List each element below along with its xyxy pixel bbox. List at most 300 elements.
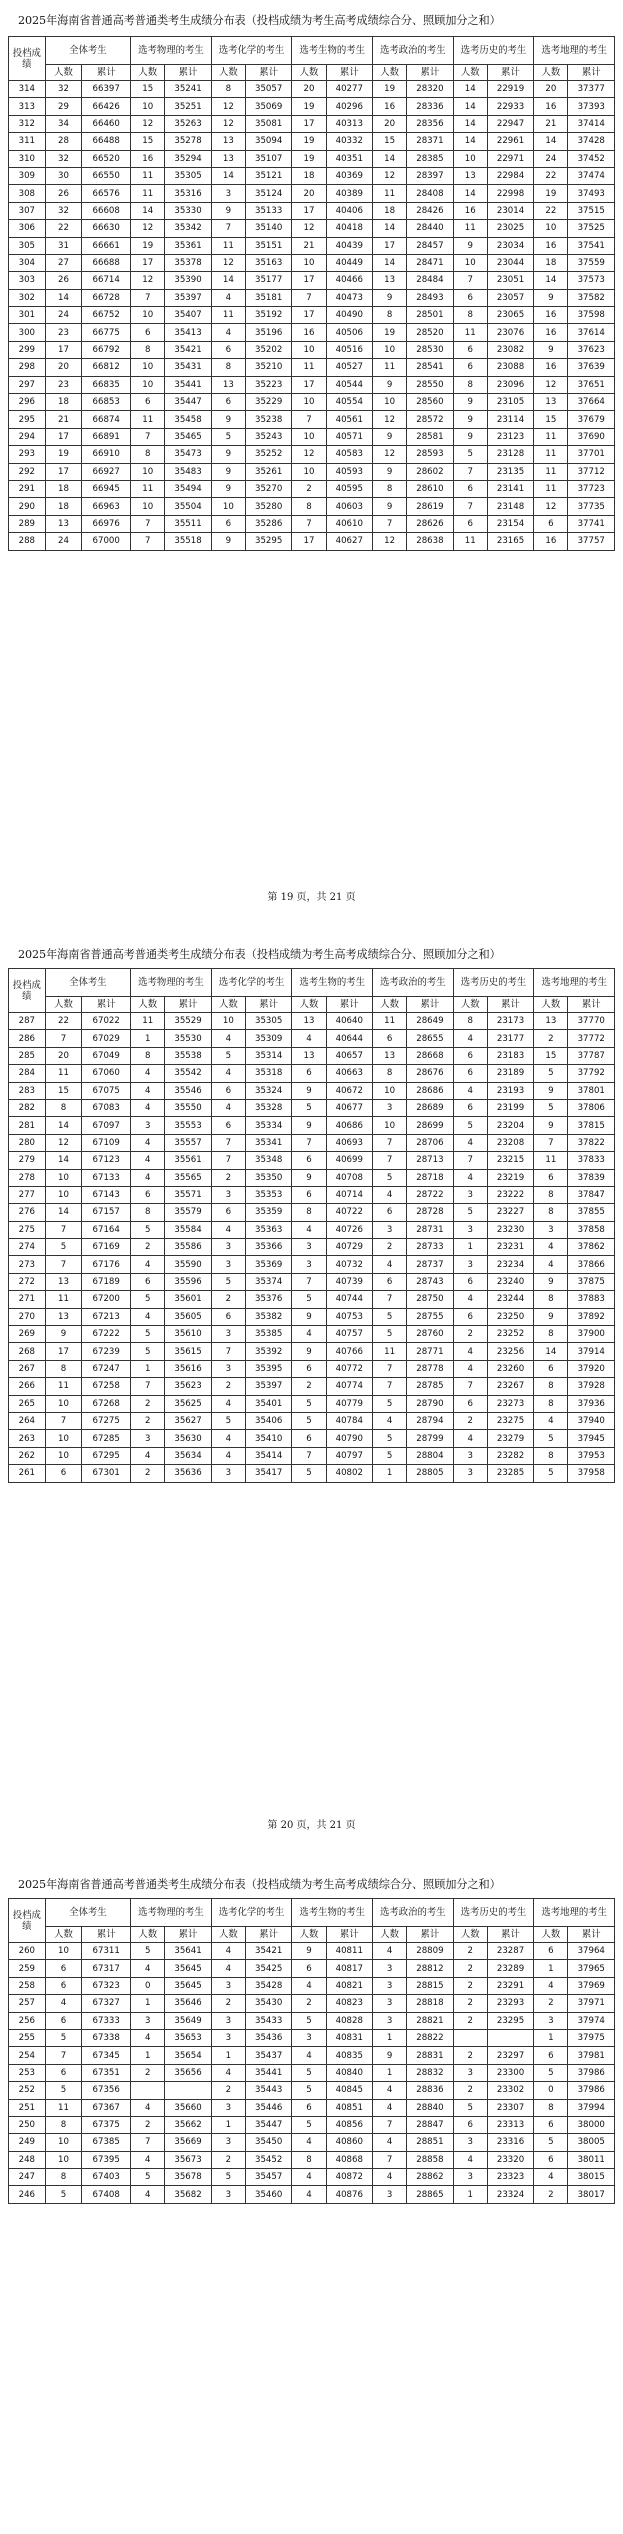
value-cell: 40296 xyxy=(326,98,372,115)
value-cell: 18 xyxy=(45,480,82,497)
value-cell: 4 xyxy=(534,1412,568,1429)
value-cell: 28815 xyxy=(407,1977,453,1994)
value-cell: 5 xyxy=(453,1204,487,1221)
value-cell: 4 xyxy=(131,2099,165,2116)
value-cell: 40389 xyxy=(326,185,372,202)
score-cell: 306 xyxy=(9,220,46,237)
value-cell: 28851 xyxy=(407,2134,453,2151)
value-cell: 5 xyxy=(373,1395,407,1412)
score-cell: 256 xyxy=(9,2012,46,2029)
value-cell: 5 xyxy=(373,1169,407,1186)
value-cell: 26 xyxy=(45,272,82,289)
value-cell: 10 xyxy=(45,1169,82,1186)
value-cell: 11 xyxy=(534,446,568,463)
value-cell: 20 xyxy=(373,115,407,132)
header-cumulative: 累计 xyxy=(487,65,533,81)
value-cell: 23295 xyxy=(487,2012,533,2029)
value-cell: 3 xyxy=(453,1465,487,1482)
value-cell: 35361 xyxy=(165,237,211,254)
value-cell: 10 xyxy=(453,150,487,167)
value-cell: 35278 xyxy=(165,133,211,150)
value-cell: 35636 xyxy=(165,1465,211,1482)
value-cell: 6 xyxy=(45,2012,82,2029)
table-row xyxy=(9,1256,615,1273)
value-cell: 38005 xyxy=(568,2134,615,2151)
score-cell: 300 xyxy=(9,324,46,341)
value-cell: 35181 xyxy=(245,289,291,306)
value-cell: 7 xyxy=(45,1256,82,1273)
value-cell: 3 xyxy=(211,1186,245,1203)
value-cell: 7 xyxy=(131,428,165,445)
value-cell: 11 xyxy=(131,480,165,497)
value-cell: 4 xyxy=(534,1239,568,1256)
value-cell: 14 xyxy=(453,133,487,150)
value-cell: 35177 xyxy=(245,272,291,289)
header-history: 选考历史的考生 xyxy=(453,969,534,997)
header-politics: 选考政治的考生 xyxy=(373,37,454,65)
value-cell: 9 xyxy=(373,376,407,393)
value-cell: 17 xyxy=(45,1343,82,1360)
value-cell: 10 xyxy=(292,394,326,411)
value-cell: 11 xyxy=(45,1378,82,1395)
value-cell: 14 xyxy=(453,81,487,98)
value-cell: 5 xyxy=(534,2064,568,2081)
table-row xyxy=(9,428,615,445)
value-cell: 2 xyxy=(292,480,326,497)
score-cell: 303 xyxy=(9,272,46,289)
value-cell: 37770 xyxy=(568,1013,615,1030)
header-physics: 选考物理的考生 xyxy=(131,37,212,65)
value-cell: 14 xyxy=(373,254,407,271)
value-cell: 32 xyxy=(45,150,82,167)
value-cell: 23141 xyxy=(487,480,533,497)
value-cell: 18 xyxy=(534,254,568,271)
value-cell: 28831 xyxy=(407,2047,453,2064)
value-cell: 2 xyxy=(534,2186,568,2203)
header-biology: 选考生物的考生 xyxy=(292,37,373,65)
value-cell: 35601 xyxy=(165,1291,211,1308)
value-cell: 37679 xyxy=(568,411,615,428)
value-cell: 9 xyxy=(534,1273,568,1290)
value-cell: 35436 xyxy=(245,2029,291,2046)
value-cell: 5 xyxy=(131,1343,165,1360)
value-cell: 3 xyxy=(534,1221,568,1238)
value-cell: 40790 xyxy=(326,1430,372,1447)
value-cell: 35263 xyxy=(165,115,211,132)
value-cell: 5 xyxy=(292,1395,326,1412)
value-cell: 8 xyxy=(45,2169,82,2186)
value-cell: 7 xyxy=(373,1378,407,1395)
value-cell: 7 xyxy=(292,1273,326,1290)
value-cell: 1 xyxy=(453,1239,487,1256)
score-cell: 305 xyxy=(9,237,46,254)
value-cell: 7 xyxy=(373,1291,407,1308)
value-cell: 7 xyxy=(211,1134,245,1151)
value-cell: 40739 xyxy=(326,1273,372,1290)
value-cell: 37964 xyxy=(568,1943,615,1960)
value-cell: 12 xyxy=(45,1134,82,1151)
value-cell: 66853 xyxy=(82,394,131,411)
value-cell: 28809 xyxy=(407,1943,453,1960)
value-cell: 37953 xyxy=(568,1447,615,1464)
value-cell: 9 xyxy=(292,1169,326,1186)
value-cell: 2 xyxy=(453,1943,487,1960)
value-cell: 37664 xyxy=(568,394,615,411)
value-cell: 4 xyxy=(453,1430,487,1447)
value-cell: 28638 xyxy=(407,533,453,550)
value-cell: 14 xyxy=(45,1117,82,1134)
header-count: 人数 xyxy=(131,1927,165,1943)
value-cell: 9 xyxy=(453,411,487,428)
value-cell: 5 xyxy=(211,428,245,445)
value-cell: 67268 xyxy=(82,1395,131,1412)
header-count: 人数 xyxy=(292,65,326,81)
value-cell: 35270 xyxy=(245,480,291,497)
value-cell: 10 xyxy=(45,1943,82,1960)
value-cell: 35318 xyxy=(245,1065,291,1082)
table-row xyxy=(9,446,615,463)
value-cell: 15 xyxy=(45,1082,82,1099)
value-cell: 35425 xyxy=(245,1960,291,1977)
value-cell: 35413 xyxy=(165,324,211,341)
value-cell: 3 xyxy=(453,1447,487,1464)
value-cell: 35605 xyxy=(165,1308,211,1325)
score-cell: 309 xyxy=(9,167,46,184)
value-cell: 12 xyxy=(373,533,407,550)
value-cell: 35682 xyxy=(165,2186,211,2203)
value-cell: 28858 xyxy=(407,2151,453,2168)
value-cell: 35163 xyxy=(245,254,291,271)
header-cumulative: 累计 xyxy=(165,997,211,1013)
value-cell: 1 xyxy=(373,2029,407,2046)
value-cell: 6 xyxy=(373,1204,407,1221)
value-cell: 4 xyxy=(211,1099,245,1116)
value-cell: 38017 xyxy=(568,2186,615,2203)
value-cell: 7 xyxy=(373,2151,407,2168)
table-row xyxy=(9,2134,615,2151)
value-cell: 6 xyxy=(292,1960,326,1977)
value-cell: 35353 xyxy=(245,1186,291,1203)
value-cell: 37986 xyxy=(568,2082,615,2099)
value-cell: 12 xyxy=(211,98,245,115)
value-cell: 40672 xyxy=(326,1082,372,1099)
value-cell: 67385 xyxy=(82,2134,131,2151)
value-cell: 7 xyxy=(534,1134,568,1151)
value-cell: 4 xyxy=(373,2169,407,2186)
value-cell: 35363 xyxy=(245,1221,291,1238)
value-cell: 66550 xyxy=(82,167,131,184)
value-cell: 38015 xyxy=(568,2169,615,2186)
value-cell: 17 xyxy=(373,237,407,254)
header-cumulative: 累计 xyxy=(245,65,291,81)
value-cell: 35542 xyxy=(165,1065,211,1082)
value-cell: 40603 xyxy=(326,498,372,515)
table-row xyxy=(9,1291,615,1308)
value-cell: 19 xyxy=(292,133,326,150)
value-cell: 28484 xyxy=(407,272,453,289)
value-cell: 4 xyxy=(453,1169,487,1186)
value-cell: 28865 xyxy=(407,2186,453,2203)
value-cell: 23051 xyxy=(487,272,533,289)
value-cell: 30 xyxy=(45,167,82,184)
value-cell: 7 xyxy=(453,1378,487,1395)
value-cell: 35382 xyxy=(245,1308,291,1325)
header-biology: 选考生物的考生 xyxy=(292,969,373,997)
value-cell: 4 xyxy=(131,1308,165,1325)
header-cumulative: 累计 xyxy=(568,997,615,1013)
value-cell: 7 xyxy=(292,1447,326,1464)
value-cell: 2 xyxy=(292,1378,326,1395)
value-cell: 7 xyxy=(131,1378,165,1395)
value-cell: 28790 xyxy=(407,1395,453,1412)
header-count: 人数 xyxy=(211,1927,245,1943)
value-cell: 6 xyxy=(292,1360,326,1377)
value-cell: 12 xyxy=(131,220,165,237)
value-cell: 2 xyxy=(373,1239,407,1256)
value-cell: 40640 xyxy=(326,1013,372,1030)
value-cell: 9 xyxy=(453,394,487,411)
value-cell: 12 xyxy=(373,446,407,463)
value-cell: 40686 xyxy=(326,1117,372,1134)
score-cell: 273 xyxy=(9,1256,46,1273)
value-cell: 12 xyxy=(292,220,326,237)
value-cell: 37958 xyxy=(568,1465,615,1482)
value-cell: 6 xyxy=(534,2047,568,2064)
header-all-students: 全体考生 xyxy=(45,969,131,997)
value-cell: 23128 xyxy=(487,446,533,463)
value-cell: 2 xyxy=(453,2012,487,2029)
value-cell: 37452 xyxy=(568,150,615,167)
value-cell: 9 xyxy=(453,237,487,254)
value-cell: 13 xyxy=(211,133,245,150)
value-cell: 35529 xyxy=(165,1013,211,1030)
table-row xyxy=(9,98,615,115)
table-row xyxy=(9,1378,615,1395)
value-cell: 18 xyxy=(373,202,407,219)
value-cell: 7 xyxy=(211,220,245,237)
table-row xyxy=(9,1430,615,1447)
value-cell: 16 xyxy=(534,237,568,254)
value-cell: 10 xyxy=(211,1013,245,1030)
value-cell: 5 xyxy=(45,2029,82,2046)
value-cell: 38011 xyxy=(568,2151,615,2168)
value-cell: 23279 xyxy=(487,1430,533,1447)
value-cell: 9 xyxy=(534,289,568,306)
value-cell: 4 xyxy=(131,1169,165,1186)
value-cell: 37839 xyxy=(568,1169,615,1186)
value-cell: 67060 xyxy=(82,1065,131,1082)
value-cell: 5 xyxy=(453,446,487,463)
table-row xyxy=(9,289,615,306)
value-cell: 28626 xyxy=(407,515,453,532)
value-cell: 2 xyxy=(453,1412,487,1429)
value-cell: 32 xyxy=(45,81,82,98)
value-cell: 6 xyxy=(45,2064,82,2081)
value-cell: 40744 xyxy=(326,1291,372,1308)
value-cell: 35561 xyxy=(165,1152,211,1169)
value-cell: 8 xyxy=(373,307,407,324)
value-cell: 37974 xyxy=(568,2012,615,2029)
header-count: 人数 xyxy=(211,65,245,81)
table-row xyxy=(9,2012,615,2029)
table-row xyxy=(9,1412,615,1429)
value-cell: 16 xyxy=(131,150,165,167)
table-row xyxy=(9,498,615,515)
value-cell: 28668 xyxy=(407,1047,453,1064)
value-cell: 67097 xyxy=(82,1117,131,1134)
value-cell: 35397 xyxy=(165,289,211,306)
value-cell: 28440 xyxy=(407,220,453,237)
header-politics: 选考政治的考生 xyxy=(373,969,454,997)
value-cell: 35446 xyxy=(245,2099,291,2116)
value-cell: 4 xyxy=(292,2134,326,2151)
value-cell: 22971 xyxy=(487,150,533,167)
value-cell: 28530 xyxy=(407,341,453,358)
value-cell: 5 xyxy=(45,2082,82,2099)
value-cell: 21 xyxy=(534,115,568,132)
value-cell: 67123 xyxy=(82,1152,131,1169)
score-cell: 288 xyxy=(9,533,46,550)
value-cell: 37855 xyxy=(568,1204,615,1221)
value-cell: 24 xyxy=(45,307,82,324)
value-cell: 9 xyxy=(373,428,407,445)
value-cell: 35305 xyxy=(245,1013,291,1030)
value-cell: 17 xyxy=(292,376,326,393)
value-cell: 6 xyxy=(211,1117,245,1134)
value-cell: 6 xyxy=(534,1360,568,1377)
value-cell: 8 xyxy=(292,2151,326,2168)
table-row xyxy=(9,1152,615,1169)
value-cell: 66792 xyxy=(82,341,131,358)
table-row xyxy=(9,1360,615,1377)
value-cell: 9 xyxy=(292,1343,326,1360)
value-cell: 6 xyxy=(292,1065,326,1082)
value-cell: 17 xyxy=(292,115,326,132)
value-cell: 35421 xyxy=(165,341,211,358)
value-cell: 22 xyxy=(534,167,568,184)
score-cell: 290 xyxy=(9,498,46,515)
score-cell: 269 xyxy=(9,1326,46,1343)
table-row xyxy=(9,115,615,132)
value-cell: 28581 xyxy=(407,428,453,445)
value-cell: 1 xyxy=(211,2116,245,2133)
value-cell: 8 xyxy=(211,359,245,376)
table-row xyxy=(9,1065,615,1082)
value-cell: 37651 xyxy=(568,376,615,393)
value-cell: 15 xyxy=(534,411,568,428)
value-cell: 23324 xyxy=(487,2186,533,2203)
value-cell: 23 xyxy=(45,376,82,393)
value-cell: 3 xyxy=(211,185,245,202)
value-cell: 37493 xyxy=(568,185,615,202)
value-cell: 28385 xyxy=(407,150,453,167)
value-cell: 37690 xyxy=(568,428,615,445)
score-cell: 286 xyxy=(9,1030,46,1047)
value-cell: 35330 xyxy=(165,202,211,219)
value-cell: 28560 xyxy=(407,394,453,411)
table-row xyxy=(9,1447,615,1464)
value-cell: 11 xyxy=(131,185,165,202)
value-cell: 4 xyxy=(453,1343,487,1360)
value-cell: 4 xyxy=(131,1134,165,1151)
value-cell: 11 xyxy=(534,480,568,497)
value-cell: 67109 xyxy=(82,1134,131,1151)
value-cell: 13 xyxy=(45,515,82,532)
value-cell: 35376 xyxy=(245,1291,291,1308)
header-physics: 选考物理的考生 xyxy=(131,1899,212,1927)
value-cell: 14 xyxy=(211,167,245,184)
header-cumulative: 累计 xyxy=(82,1927,131,1943)
table-row xyxy=(9,1395,615,1412)
value-cell: 35192 xyxy=(245,307,291,324)
value-cell: 37541 xyxy=(568,237,615,254)
value-cell: 37474 xyxy=(568,167,615,184)
value-cell: 6 xyxy=(292,1152,326,1169)
value-cell: 10 xyxy=(45,1430,82,1447)
value-cell: 9 xyxy=(211,533,245,550)
value-cell: 35669 xyxy=(165,2134,211,2151)
value-cell: 28812 xyxy=(407,1960,453,1977)
table-row xyxy=(9,254,615,271)
value-cell: 35397 xyxy=(245,1378,291,1395)
value-cell: 6 xyxy=(373,1030,407,1047)
value-cell: 5 xyxy=(211,1273,245,1290)
value-cell: 37772 xyxy=(568,1030,615,1047)
value-cell: 26 xyxy=(45,185,82,202)
value-cell: 37582 xyxy=(568,289,615,306)
value-cell: 35441 xyxy=(245,2064,291,2081)
value-cell: 66891 xyxy=(82,428,131,445)
value-cell: 66775 xyxy=(82,324,131,341)
score-cell: 280 xyxy=(9,1134,46,1151)
value-cell: 6 xyxy=(453,1273,487,1290)
value-cell: 17 xyxy=(292,202,326,219)
value-cell: 7 xyxy=(45,1030,82,1047)
value-cell: 35121 xyxy=(245,167,291,184)
score-cell: 299 xyxy=(9,341,46,358)
value-cell: 66812 xyxy=(82,359,131,376)
value-cell: 6 xyxy=(131,324,165,341)
value-cell: 40439 xyxy=(326,237,372,254)
value-cell: 37614 xyxy=(568,324,615,341)
value-cell: 35590 xyxy=(165,1256,211,1273)
value-cell: 28818 xyxy=(407,1995,453,2012)
value-cell: 6 xyxy=(534,2151,568,2168)
value-cell: 28840 xyxy=(407,2099,453,2116)
value-cell: 22 xyxy=(45,1013,82,1030)
value-cell: 23313 xyxy=(487,2116,533,2133)
value-cell: 9 xyxy=(453,428,487,445)
score-cell: 302 xyxy=(9,289,46,306)
value-cell: 5 xyxy=(534,1465,568,1482)
value-cell: 40708 xyxy=(326,1169,372,1186)
score-cell: 287 xyxy=(9,1013,46,1030)
value-cell: 10 xyxy=(373,1117,407,1134)
value-cell: 28713 xyxy=(407,1152,453,1169)
value-cell: 40418 xyxy=(326,220,372,237)
value-cell: 37862 xyxy=(568,1239,615,1256)
value-cell: 23219 xyxy=(487,1169,533,1186)
value-cell: 37920 xyxy=(568,1360,615,1377)
header-cumulative: 累计 xyxy=(568,65,615,81)
value-cell: 66728 xyxy=(82,289,131,306)
header-score: 投档成绩 xyxy=(9,1899,46,1943)
value-cell: 40627 xyxy=(326,533,372,550)
value-cell: 35579 xyxy=(165,1204,211,1221)
value-cell: 4 xyxy=(131,1256,165,1273)
header-row-groups xyxy=(9,1899,615,1927)
value-cell: 6 xyxy=(534,2116,568,2133)
